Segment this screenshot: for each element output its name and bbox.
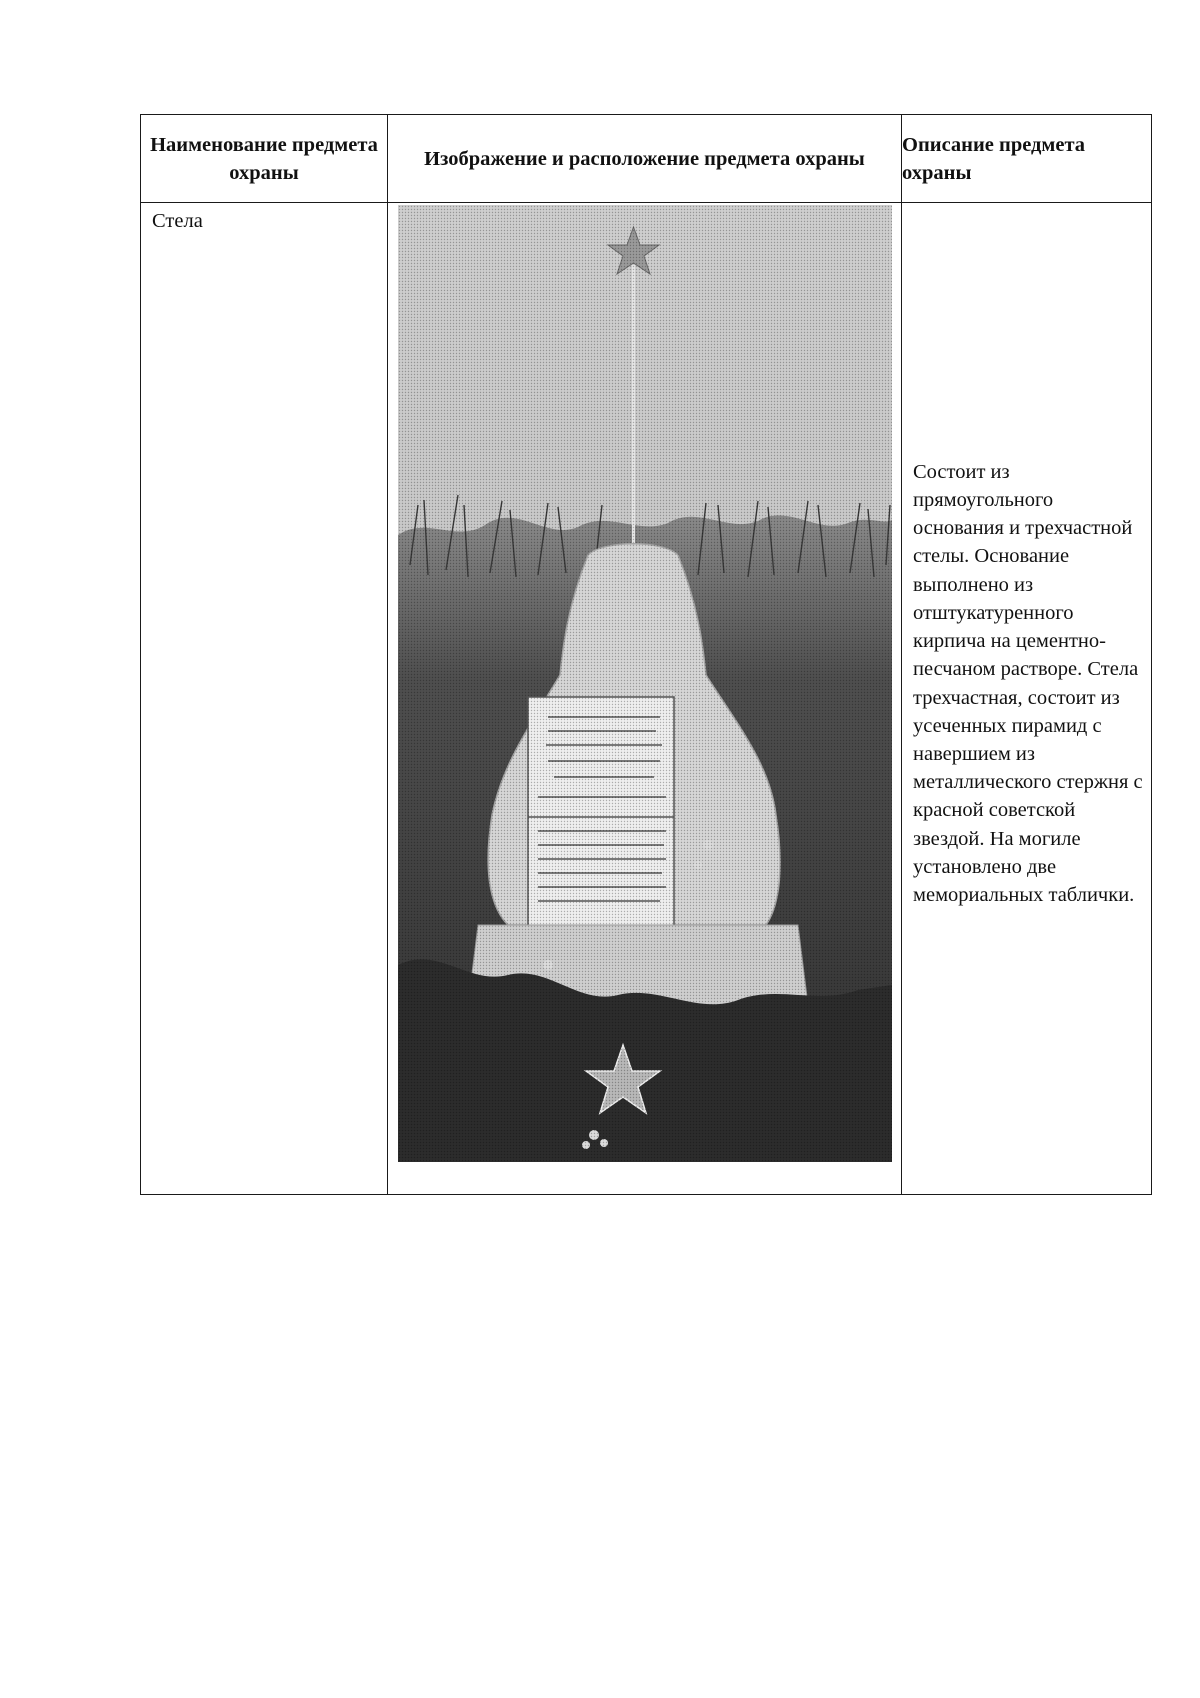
header-description: Описание предмета охраны [902,115,1152,203]
photo-halftone [398,205,892,1162]
item-description: Состоит из прямоугольного основания и трехчастной стелы. Основание выполнено из отштукатуренного кирпича на цементно-песчаном растворе. Стела трехчастная, состоит из усеченных пирамид с навершием из металлического стержня с красной советской звездой. На могиле установлено две мемориальных таблички. [902,203,1152,1195]
monument-photo [398,205,892,1162]
header-image: Изображение и расположение предмета охраны [388,115,902,203]
item-image-cell [388,203,902,1195]
item-name: Стела [141,203,388,1195]
table-row [141,203,1152,1195]
header-name: Наименование предмета охраны [141,115,388,203]
protection-items-table [140,114,1152,1195]
table-header-row [141,115,1152,203]
